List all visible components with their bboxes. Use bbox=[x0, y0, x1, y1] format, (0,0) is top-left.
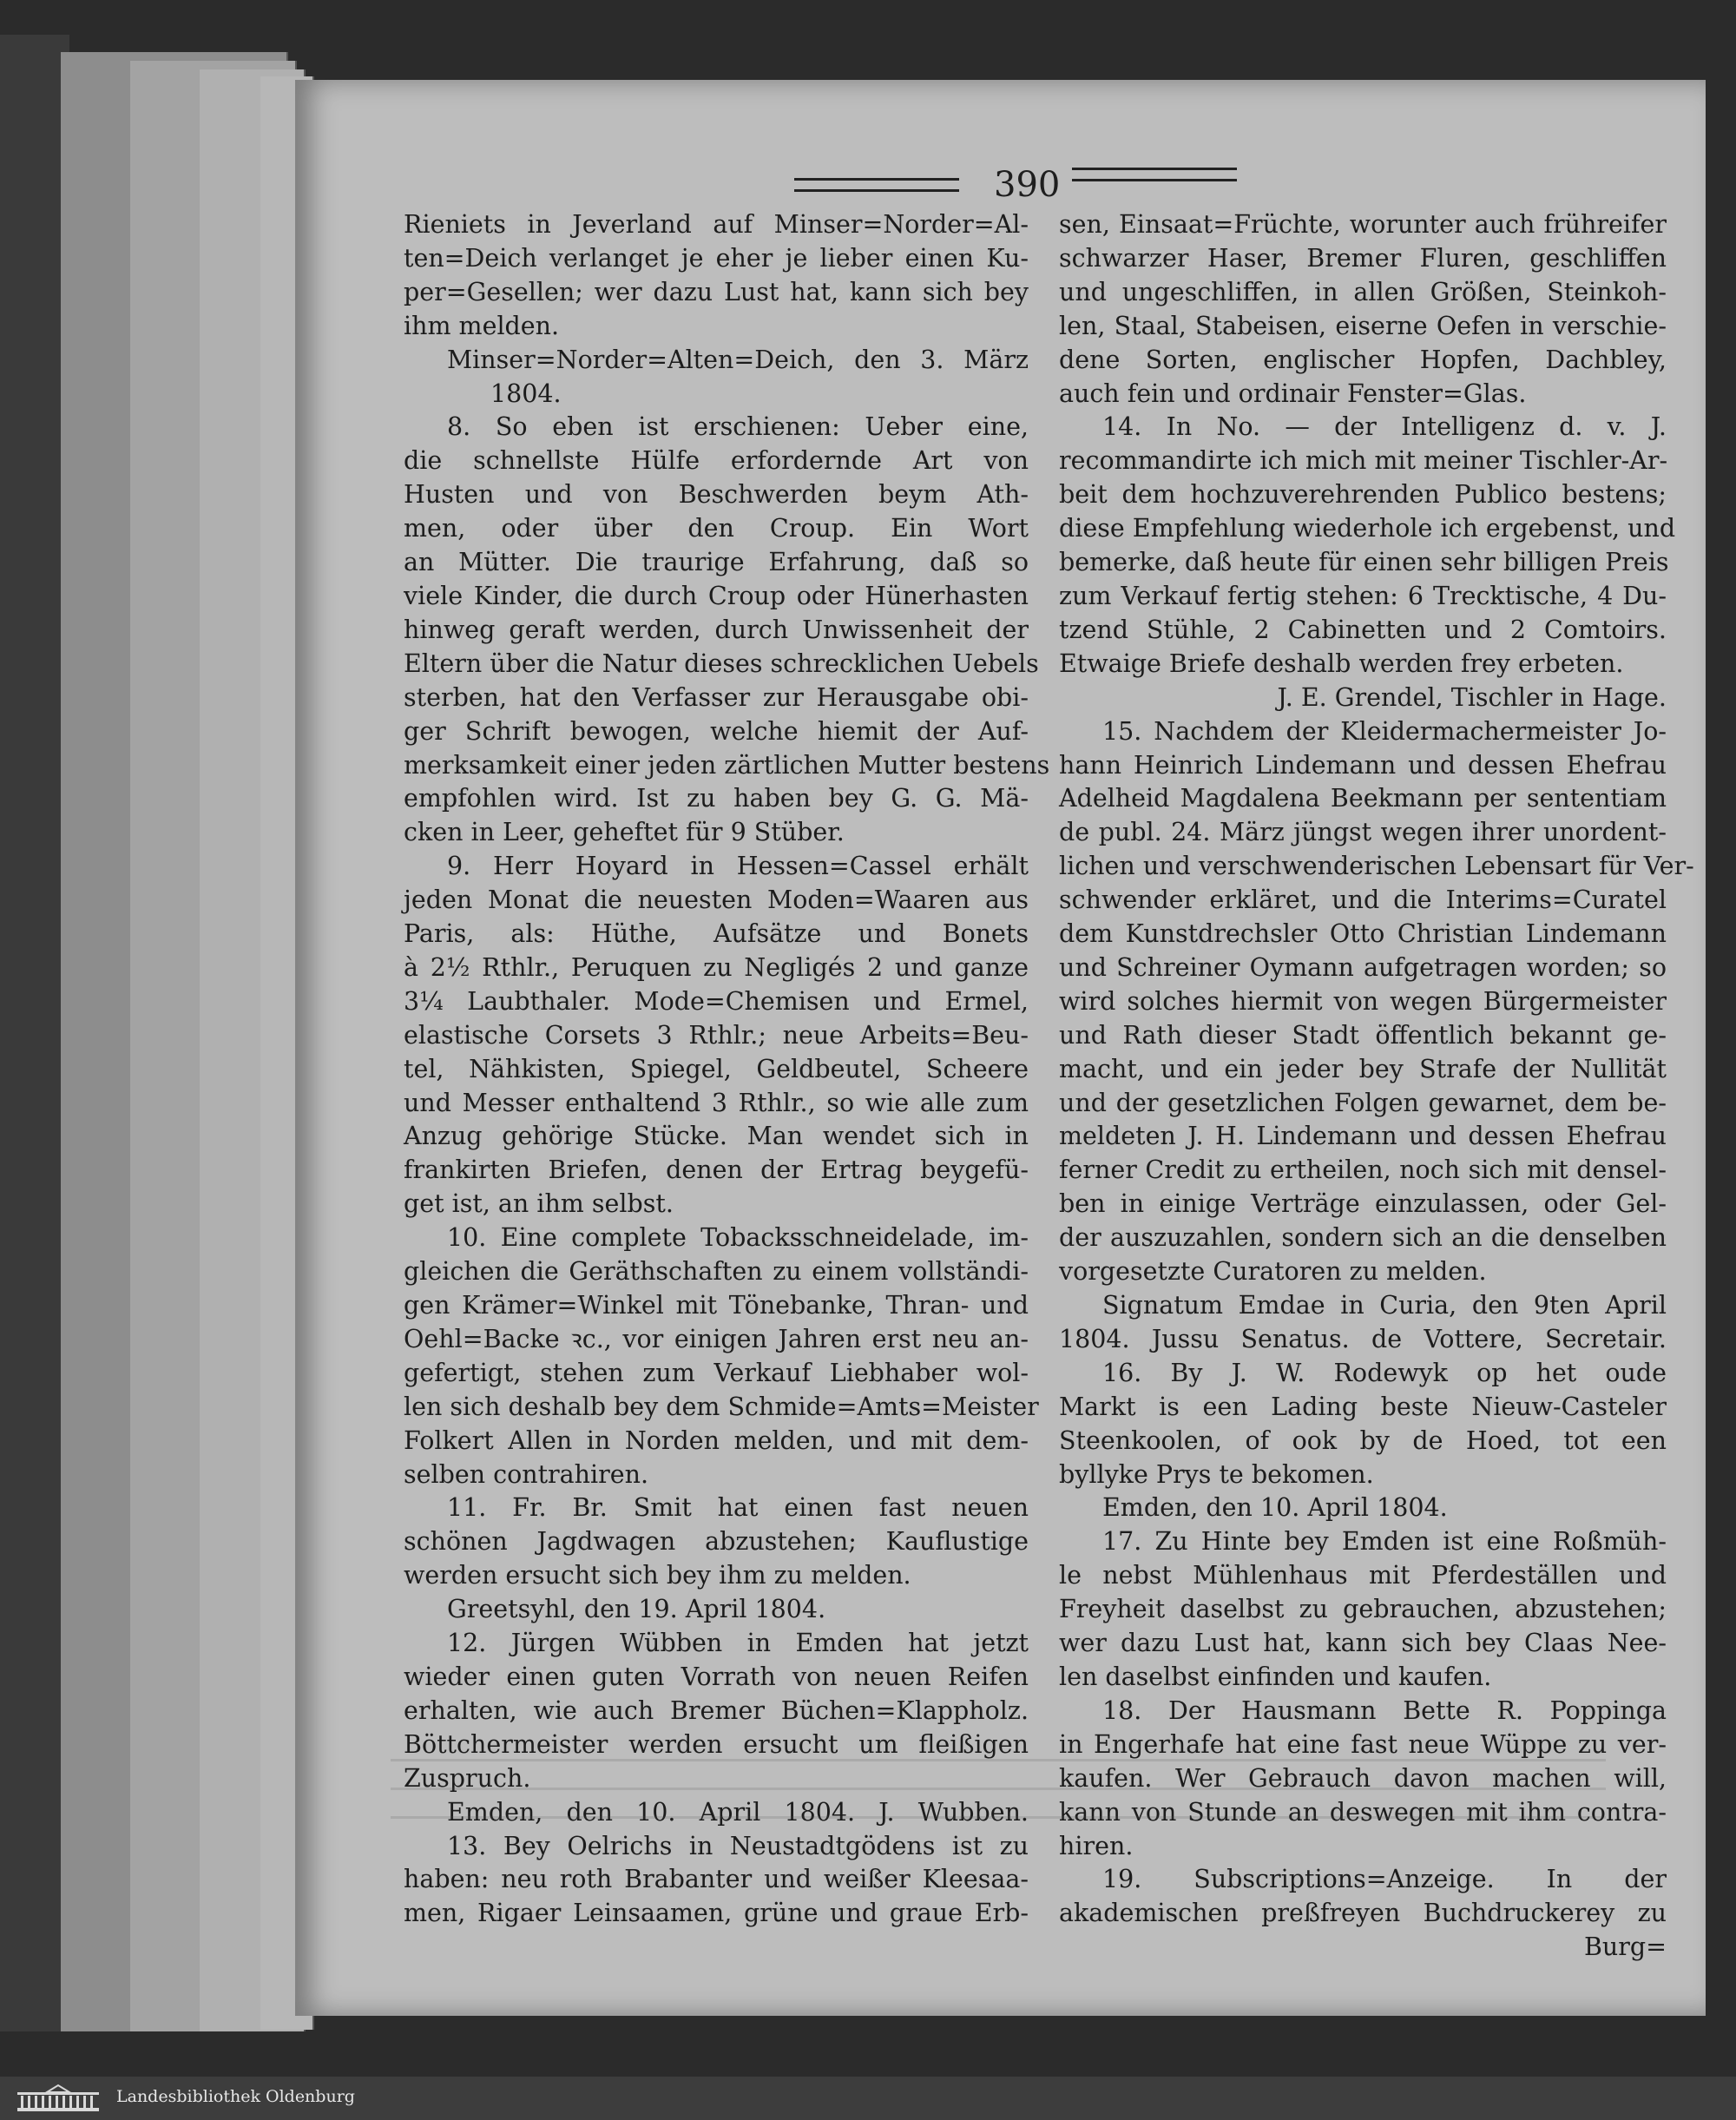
text-line: akademischen preßfreyen Buchdruckerey zu bbox=[1059, 1899, 1667, 1928]
left-column bbox=[404, 208, 1050, 1931]
text-line: 1804. bbox=[490, 379, 562, 408]
text-line: get ist, an ihm selbst. bbox=[404, 1189, 674, 1219]
text-line: ihm melden. bbox=[404, 311, 560, 340]
text-line: und Schreiner Oymann aufgetragen worden; so bbox=[1059, 952, 1667, 982]
header-rule-left bbox=[794, 178, 959, 192]
text-line: per=Gesellen; wer dazu Lust hat, kann sich bey bbox=[404, 277, 1029, 306]
text-line: 16. By J. W. Rodewyk op het oude bbox=[1102, 1358, 1667, 1387]
text-line: tel, Nähkisten, Spiegel, Geldbeutel, Scheere bbox=[404, 1054, 1029, 1083]
footer-bar bbox=[0, 2077, 1736, 2120]
right-column bbox=[1059, 208, 1694, 1965]
text-line: cken in Leer, geheftet für 9 Stüber. bbox=[404, 818, 845, 847]
text-line: und der gesetzlichen Folgen gewarnet, dem be- bbox=[1059, 1088, 1667, 1117]
text-line: beit dem hochzuverehrenden Publico bestens; bbox=[1059, 480, 1667, 510]
text-line: lichen und verschwenderischen Lebensart für Ver- bbox=[1059, 852, 1694, 881]
text-line: auch fein und ordinair Fenster=Glas. bbox=[1059, 379, 1527, 408]
text-line: diese Empfehlung wiederhole ich ergebenst, und bbox=[1059, 514, 1676, 543]
text-line: haben: neu roth Brabanter und weißer Kleesaa- bbox=[404, 1865, 1029, 1894]
text-line: viele Kinder, die durch Croup oder Hünerhasten bbox=[404, 581, 1029, 610]
text-line: ten=Deich verlanget je eher je lieber einen Ku- bbox=[404, 243, 1029, 273]
text-line: sen, Einsaat=Früchte, worunter auch frühreifer bbox=[1059, 210, 1667, 239]
text-line: Folkert Allen in Norden melden, und mit dem- bbox=[404, 1425, 1029, 1455]
text-line: Minser=Norder=Alten=Deich, den 3. März bbox=[447, 345, 1029, 374]
text-line: Böttchermeister werden ersucht um fleißigen bbox=[404, 1729, 1029, 1759]
text-line: hinweg geraft werden, durch Unwissenheit der bbox=[404, 615, 1029, 644]
text-line: 15. Nachdem der Kleidermachermeister Jo- bbox=[1102, 716, 1667, 746]
text-line: schönen Jagdwagen abzustehen; Kauflustige bbox=[404, 1527, 1029, 1557]
text-line: ferner Credit zu ertheilen, noch sich mit densel- bbox=[1059, 1155, 1667, 1185]
text-line: macht, und ein jeder bey Strafe der Nullität bbox=[1059, 1054, 1667, 1083]
text-line: len daselbst einfinden und kaufen. bbox=[1059, 1662, 1492, 1691]
text-line: Markt is een Lading beste Nieuw-Casteler bbox=[1059, 1392, 1667, 1421]
text-line: Zuspruch. bbox=[404, 1763, 531, 1793]
text-line: Oehl=Backe ꝛc., vor einigen Jahren erst neu an- bbox=[404, 1324, 1029, 1353]
text-line: wer dazu Lust hat, kann sich bey Claas Nee- bbox=[1059, 1629, 1667, 1658]
text-line: in Engerhafe hat eine fast neue Wüppe zu ver- bbox=[1059, 1729, 1667, 1759]
catchword: Burg= bbox=[1583, 1932, 1667, 1962]
text-line: Freyheit daselbst zu gebrauchen, abzustehen; bbox=[1059, 1595, 1667, 1624]
text-line: de publ. 24. März jüngst wegen ihrer unordent- bbox=[1059, 818, 1667, 847]
text-line: ger Schrift bewogen, welche hiemit der Auf- bbox=[404, 716, 1029, 746]
text-line: à 2½ Rthlr., Peruquen zu Negligés 2 und ganze bbox=[404, 952, 1029, 982]
text-line: Emden, den 10. April 1804. bbox=[1102, 1493, 1448, 1523]
text-line: gleichen die Geräthschaften zu einem vollständi- bbox=[404, 1257, 1029, 1287]
text-line: empfohlen wird. Ist zu haben bey G. G. Mä- bbox=[404, 784, 1029, 813]
text-line: recommandirte ich mich mit meiner Tischler-Ar- bbox=[1059, 446, 1668, 476]
text-line: merksamkeit einer jeden zärtlichen Mutter bestens bbox=[404, 750, 1050, 780]
text-line: len, Staal, Stabeisen, eiserne Oefen in verschie- bbox=[1059, 311, 1667, 340]
text-line: vorgesetzte Curatoren zu melden. bbox=[1059, 1257, 1487, 1287]
text-line: und Rath dieser Stadt öffentlich bekannt ge- bbox=[1059, 1020, 1667, 1050]
signature-line: J. E. Grendel, Tischler in Hage. bbox=[1277, 682, 1667, 712]
text-line: Emden, den 10. April 1804. J. Wubben. bbox=[447, 1797, 1029, 1827]
text-line: gen Krämer=Winkel mit Tönebanke, Thran- und bbox=[404, 1291, 1029, 1320]
text-line: die schnellste Hülfe erfordernde Art von bbox=[404, 446, 1029, 476]
text-line: 3¼ Laubthaler. Mode=Chemisen und Ermel, bbox=[404, 986, 1029, 1016]
text-line: tzend Stühle, 2 Cabinetten und 2 Comtoirs. bbox=[1059, 615, 1667, 644]
text-line: byllyke Prys te bekomen. bbox=[1059, 1459, 1374, 1489]
book-binding bbox=[0, 35, 69, 2031]
text-line: Paris, als: Hüthe, Aufsätze und Bonets bbox=[404, 919, 1029, 949]
text-line: men, Rigaer Leinsaamen, grüne und graue Erb- bbox=[404, 1899, 1029, 1928]
text-line: wieder einen guten Vorrath von neuen Reifen bbox=[404, 1662, 1029, 1691]
text-line: 1804. Jussu Senatus. de Vottere, Secretair. bbox=[1059, 1324, 1667, 1353]
page-number: 390 bbox=[994, 165, 1061, 205]
bleed-through-text bbox=[391, 1749, 1606, 1845]
text-line: zum Verkauf fertig stehen: 6 Trecktische, 4 Du- bbox=[1059, 581, 1667, 610]
text-line: Etwaige Briefe deshalb werden frey erbeten. bbox=[1059, 649, 1624, 678]
text-line: bemerke, daß heute für einen sehr billigen Preis bbox=[1059, 548, 1669, 577]
text-line: 14. In No. — der Intelligenz d. v. J. bbox=[1102, 412, 1667, 442]
text-line: Eltern über die Natur dieses schrecklichen Uebels bbox=[404, 649, 1039, 678]
text-line: Adelheid Magdalena Beekmann per sententiam bbox=[1059, 784, 1667, 813]
text-line: Greetsyhl, den 19. April 1804. bbox=[447, 1595, 826, 1624]
text-line: an Mütter. Die traurige Erfahrung, daß so bbox=[404, 548, 1029, 577]
text-line: hiren. bbox=[1059, 1831, 1134, 1860]
text-line: 9. Herr Hoyard in Hessen=Cassel erhält bbox=[447, 852, 1029, 881]
text-line: kaufen. Wer Gebrauch davon machen will, bbox=[1059, 1763, 1667, 1793]
text-line: und Messer enthaltend 3 Rthlr., so wie alle zum bbox=[404, 1088, 1029, 1117]
library-name: Landesbibliothek Oldenburg bbox=[116, 2087, 355, 2106]
text-line: schwarzer Haser, Bremer Fluren, geschliffen bbox=[1059, 243, 1667, 273]
text-line: len sich deshalb bey dem Schmide=Amts=Meister bbox=[404, 1392, 1039, 1421]
text-line: gefertigt, stehen zum Verkauf Liebhaber wol- bbox=[404, 1358, 1029, 1387]
text-line: frankirten Briefen, denen der Ertrag beygefü- bbox=[404, 1155, 1029, 1185]
text-line: jeden Monat die neuesten Moden=Waaren aus bbox=[404, 886, 1029, 915]
text-line: Rieniets in Jeverland auf Minser=Norder=Al- bbox=[404, 210, 1029, 239]
text-line: le nebst Mühlenhaus mit Pferdeställen und bbox=[1059, 1561, 1667, 1590]
text-line: schwender erkläret, und die Interims=Curatel bbox=[1059, 886, 1667, 915]
text-line: men, oder über den Croup. Ein Wort bbox=[404, 514, 1029, 543]
text-line: 17. Zu Hinte bey Emden ist eine Roßmüh- bbox=[1102, 1527, 1667, 1557]
text-line: Steenkoolen, of ook by de Hoed, tot een bbox=[1059, 1425, 1667, 1455]
text-line: Husten und von Beschwerden beym Ath- bbox=[404, 480, 1029, 510]
text-line: und ungeschliffen, in allen Größen, Steinkoh- bbox=[1059, 277, 1667, 306]
text-line: sterben, hat den Verfasser zur Herausgabe obi- bbox=[404, 682, 1029, 712]
text-line: 10. Eine complete Tobacksschneidelade, im- bbox=[447, 1223, 1029, 1253]
library-building-icon bbox=[16, 2084, 101, 2113]
text-line: 18. Der Hausmann Bette R. Poppinga bbox=[1102, 1695, 1667, 1725]
text-line: 12. Jürgen Wübben in Emden hat jetzt bbox=[447, 1629, 1029, 1658]
text-line: 11. Fr. Br. Smit hat einen fast neuen bbox=[447, 1493, 1029, 1523]
text-line: kann von Stunde an deswegen mit ihm contra- bbox=[1059, 1797, 1667, 1827]
text-line: 13. Bey Oelrichs in Neustadtgödens ist zu bbox=[447, 1831, 1029, 1860]
header-rule-right bbox=[1072, 168, 1237, 181]
text-line: wird solches hiermit von wegen Bürgermeister bbox=[1059, 986, 1667, 1016]
text-line: hann Heinrich Lindemann und dessen Ehefrau bbox=[1059, 750, 1667, 780]
text-line: Anzug gehörige Stücke. Man wendet sich in bbox=[404, 1122, 1029, 1151]
text-line: 8. So eben ist erschienen: Ueber eine, bbox=[447, 412, 1029, 442]
text-line: ben in einige Verträge einzulassen, oder Gel- bbox=[1059, 1189, 1667, 1219]
text-line: Signatum Emdae in Curia, den 9ten April bbox=[1102, 1291, 1667, 1320]
text-line: elastische Corsets 3 Rthlr.; neue Arbeits=Beu- bbox=[404, 1020, 1029, 1050]
text-line: dene Sorten, englischer Hopfen, Dachbley, bbox=[1059, 345, 1667, 374]
text-line: selben contrahiren. bbox=[404, 1459, 649, 1489]
text-line: erhalten, wie auch Bremer Büchen=Klappholz. bbox=[404, 1695, 1029, 1725]
text-line: der auszuzahlen, sondern sich an die denselben bbox=[1059, 1223, 1667, 1253]
text-line: werden ersucht sich bey ihm zu melden. bbox=[404, 1561, 911, 1590]
text-line: dem Kunstdrechsler Otto Christian Lindemann bbox=[1059, 919, 1667, 949]
text-line: 19. Subscriptions=Anzeige. In der bbox=[1102, 1865, 1667, 1894]
text-line: meldeten J. H. Lindemann und dessen Ehefrau bbox=[1059, 1122, 1667, 1151]
